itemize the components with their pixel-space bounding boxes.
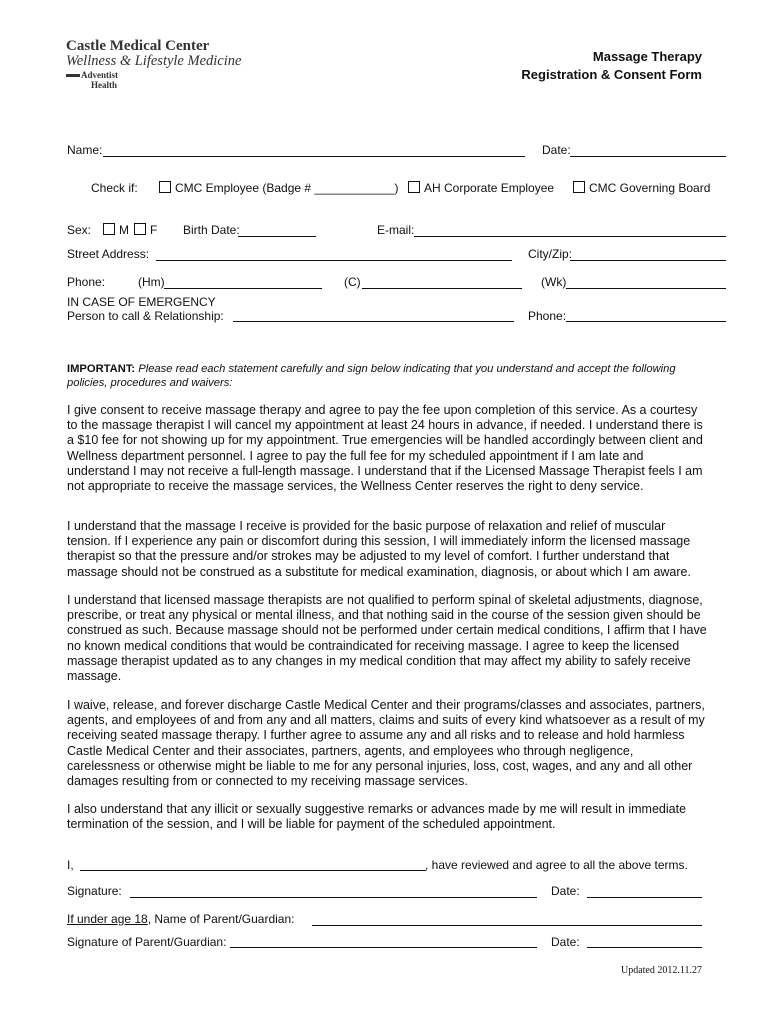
consent-paragraph-3: I understand that licensed massage therapists are not qualified to perform spinal of skeletal adjustments, diagnose, prescribe, or treat any physical or mental illness, and that nothing said in the course of the session given should be construed as such. Because massage should not be performed under certain medical conditions, I affirm that I have no known medical conditions that would be contraindicated for receiving massage. I agree to keep the licensed massage therapist updated as to any changes in my medical condition that may affect my ability to safely receive massage. <box>67 593 707 684</box>
org-subtitle: Wellness & Lifestyle Medicine <box>66 53 242 69</box>
signature-field[interactable] <box>130 897 537 898</box>
cell-phone-field[interactable] <box>362 288 522 289</box>
birth-date-field[interactable] <box>238 236 316 237</box>
sex-m-option[interactable]: M <box>103 223 129 237</box>
logo-adventist: Adventist <box>81 70 119 80</box>
guardian-name-label: If under age 18, Name of Parent/Guardian: <box>67 912 295 926</box>
emergency-person-label: Person to call & Relationship: <box>67 309 224 323</box>
form-subtitle: Registration & Consent Form <box>521 67 702 82</box>
email-field[interactable] <box>414 236 726 237</box>
important-text: Please read each statement carefully and sign below indicating that you understand and accept the following policies, procedures and waivers: <box>67 363 676 389</box>
form-title: Massage Therapy <box>592 49 702 64</box>
name-label: Name: <box>67 143 103 157</box>
checkbox-icon[interactable] <box>134 223 146 235</box>
cityzip-label: City/Zip: <box>528 247 573 261</box>
checkbox-icon[interactable] <box>159 181 171 193</box>
signature-label: Signature: <box>67 884 122 898</box>
sex-f-option[interactable]: F <box>134 223 157 237</box>
birth-date-label: Birth Date: <box>183 223 240 237</box>
consent-paragraph-5: I also understand that any illicit or sexually suggestive remarks or advances made by me will result in immediate termination of the session, and I will be liable for payment of the scheduled appointment. <box>67 802 687 832</box>
checkbox-icon[interactable] <box>573 181 585 193</box>
date-label: Date: <box>542 143 571 157</box>
emergency-person-field[interactable] <box>233 321 514 322</box>
work-phone-field[interactable] <box>566 288 726 289</box>
guardian-date-field[interactable] <box>587 947 702 948</box>
name-field[interactable] <box>103 156 525 157</box>
cmc-employee-option[interactable]: CMC Employee (Badge # ____________) <box>159 181 398 195</box>
guardian-name-field[interactable] <box>312 925 702 926</box>
emergency-phone-field[interactable] <box>566 321 726 322</box>
important-note <box>67 362 707 390</box>
updated-date: Updated 2012.11.27 <box>620 965 702 976</box>
checkbox-icon[interactable] <box>103 223 115 235</box>
logo-health: Health <box>91 80 117 90</box>
cmc-board-option[interactable]: CMC Governing Board <box>573 181 710 195</box>
consent-paragraph-2: I understand that the massage I receive is provided for the basic purpose of relaxation and relief of muscular tension. If I experience any pain or discomfort during this session, I will immediately inform the licensed massage therapist so that the pressure and/or strokes may be adjusted to my level of comfort. I further understand that massage should not be construed as a substitute for medical examination, diagnosis, or about which I am aware. <box>67 519 691 579</box>
sex-label: Sex: <box>67 223 92 237</box>
email-label: E-mail: <box>377 223 415 237</box>
home-phone-field[interactable] <box>164 288 322 289</box>
guardian-signature-label: Signature of Parent/Guardian: <box>67 935 227 949</box>
consent-paragraph-4: I waive, release, and forever discharge Castle Medical Center and their programs/classes and associates, partners, agents, and employees of and from any and all matters, claims and suits of every kind whatsoever as a result of my receiving seated massage therapy. I further agree to assume any and all risks and to release and hold harmless Castle Medical Center and their associates, partners, agents, and employees who through negligence, carelessness or otherwise might be liable to me for any personal injuries, loss, cost, wages, and any and all other damages resulting from or connected to my receiving massage services. <box>67 698 705 789</box>
check-if-label: Check if: <box>91 181 138 195</box>
emergency-heading: IN CASE OF EMERGENCY <box>67 295 216 309</box>
street-field[interactable] <box>156 260 512 261</box>
org-name: Castle Medical Center <box>66 38 210 54</box>
consent-paragraph-1: I give consent to receive massage therapy and agree to pay the fee upon completion of this service. As a courtesy to the massage therapist I will cancel my appointment at least 24 hours in advance, if needed. I understand there is a $10 fee for not showing up for my appointment. True emergencies will be handled accordingly between client and Wellness department personnel. I agree to pay the full fee for my scheduled appointment if I am late and understand I may not receive a full-length massage. I understand that if the Licensed Massage Therapist feels I am not appropriate to receive the massage services, the Wellness Center reserves the right to deny service. <box>67 403 703 494</box>
home-label: (Hm) <box>138 275 165 289</box>
signature-date-field[interactable] <box>587 897 702 898</box>
checkbox-icon[interactable] <box>408 181 420 193</box>
guardian-signature-field[interactable] <box>230 947 537 948</box>
phone-label: Phone: <box>67 275 106 289</box>
ah-corporate-option[interactable]: AH Corporate Employee <box>408 181 554 195</box>
street-label: Street Address: <box>67 247 150 261</box>
work-label: (Wk) <box>541 275 567 289</box>
guardian-date-label: Date: <box>551 935 580 949</box>
cityzip-field[interactable] <box>570 260 726 261</box>
date-field[interactable] <box>570 156 726 157</box>
signature-date-label: Date: <box>551 884 580 898</box>
logo-mark <box>66 74 80 77</box>
cell-label: (C) <box>344 275 361 289</box>
agree-text: , have reviewed and agree to all the above terms. <box>425 858 688 872</box>
important-label: IMPORTANT: <box>67 363 136 375</box>
i-label: I, <box>67 858 74 872</box>
client-name-field[interactable] <box>80 870 426 871</box>
emergency-phone-label: Phone: <box>528 309 567 323</box>
